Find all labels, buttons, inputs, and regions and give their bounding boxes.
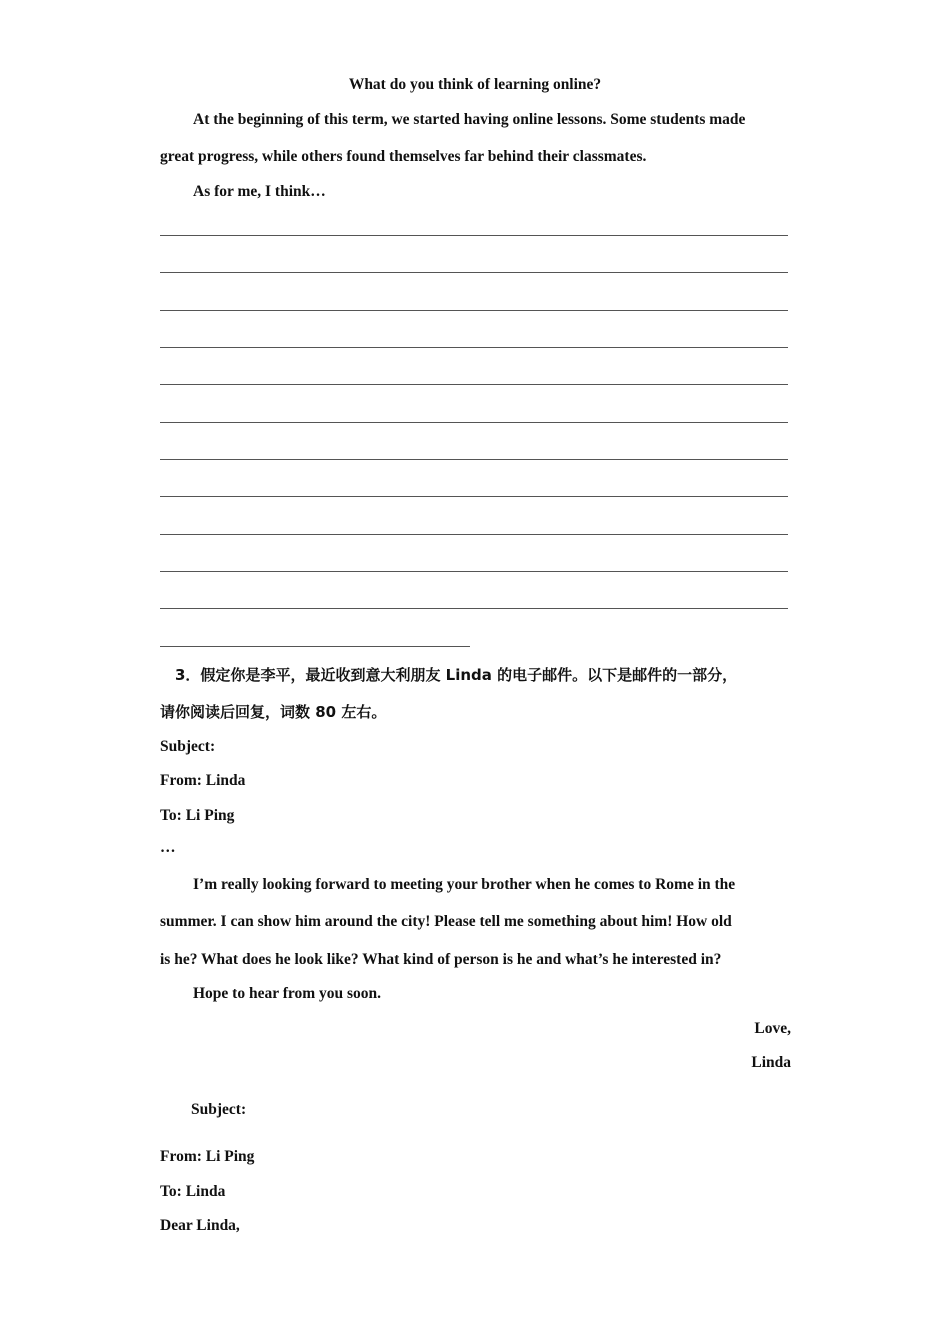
answer-line-2[interactable] (160, 272, 788, 274)
answer-line-12-short[interactable] (160, 646, 470, 648)
incoming-ellipsis: … (160, 839, 176, 856)
answer-line-4[interactable] (160, 347, 788, 349)
incoming-body-line-1: I’m really looking forward to meeting your brother when he comes to Rome in the (193, 876, 736, 893)
answer-line-5[interactable] (160, 384, 788, 386)
essay-prompt: As for me, I think… (193, 183, 326, 200)
answer-line-9[interactable] (160, 534, 788, 536)
reply-to: To: Linda (160, 1183, 226, 1200)
answer-line-8[interactable] (160, 496, 788, 498)
reply-subject: Subject: (191, 1101, 247, 1118)
incoming-to: To: Li Ping (160, 807, 235, 824)
question-3-instruction-line-1: 3．假定你是李平，最近收到意大利朋友 Linda 的电子邮件。以下是邮件的一部分， (175, 666, 738, 684)
incoming-body-line-3: is he? What does he look like? What kind of person is he and what’s he interested in? (160, 951, 722, 968)
reply-from: From: Li Ping (160, 1148, 255, 1165)
incoming-signature: Linda (751, 1054, 791, 1071)
answer-line-11[interactable] (160, 608, 788, 610)
answer-line-6[interactable] (160, 422, 788, 424)
incoming-closing: Hope to hear from you soon. (193, 985, 382, 1002)
answer-line-1[interactable] (160, 235, 788, 237)
incoming-from: From: Linda (160, 772, 246, 789)
incoming-body-line-2: summer. I can show him around the city! Please tell me something about him! How old (160, 913, 732, 930)
incoming-subject: Subject: (160, 738, 216, 755)
answer-line-7[interactable] (160, 459, 788, 461)
reply-greeting: Dear Linda, (160, 1217, 240, 1234)
incoming-signoff: Love, (754, 1020, 791, 1037)
essay-title: What do you think of learning online? (348, 76, 602, 93)
essay-intro-line-1: At the beginning of this term, we started having online lessons. Some students made (193, 111, 746, 128)
question-3-instruction-line-2: 请你阅读后回复，词数 80 左右。 (160, 703, 387, 721)
essay-intro-line-2: great progress, while others found themselves far behind their classmates. (160, 148, 647, 165)
answer-line-3[interactable] (160, 310, 788, 312)
answer-line-10[interactable] (160, 571, 788, 573)
